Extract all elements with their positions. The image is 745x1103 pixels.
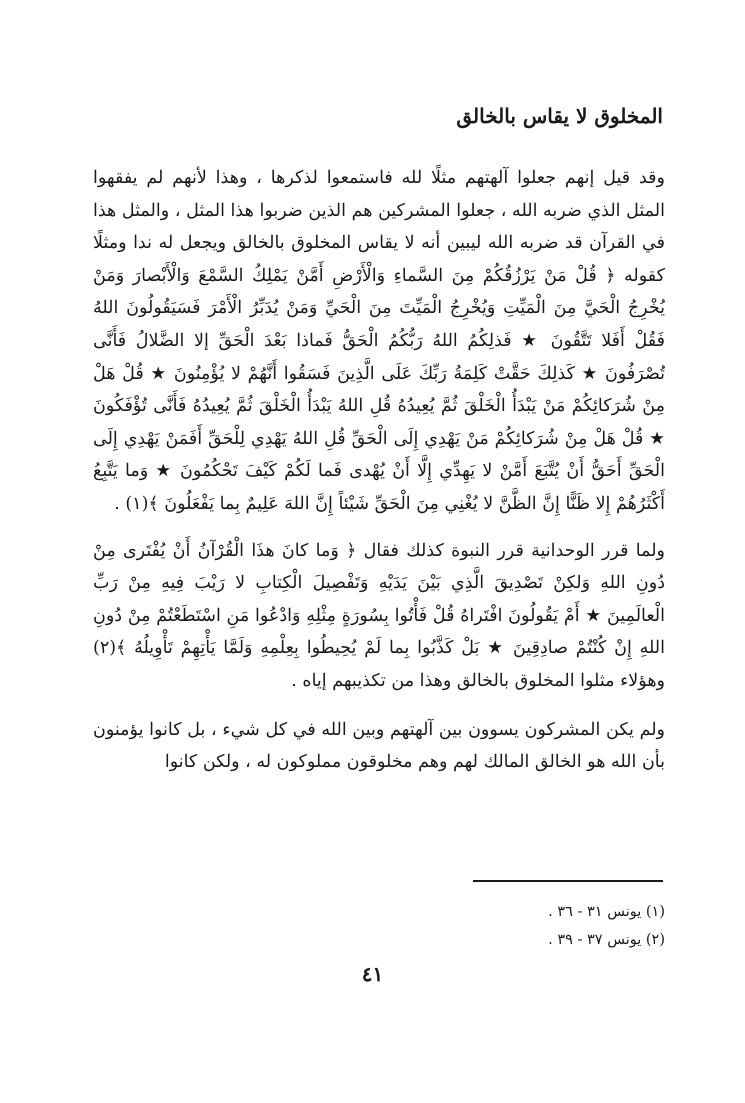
footnote: (١) يونس ٣١ - ٣٦ .	[548, 904, 665, 920]
footnote-separator	[473, 880, 663, 882]
footnotes	[365, 898, 665, 954]
paragraph: ولم يكن المشركون يسوون بين آلهتهم وبين الله في كل شيء ، بل كانوا يؤمنون بأن الله هو الخالق المالك لهم وهم مخلوقون مملوكون له ، ولكن كانوا	[93, 719, 665, 773]
body-text	[93, 162, 665, 779]
page-number: ٤١	[361, 962, 384, 986]
footnote: (٢) يونس ٣٧ - ٣٩ .	[548, 932, 665, 948]
paragraph: ولما قرر الوحدانية قرر النبوة كذلك فقال ﴿ وَما كانَ هذَا الْقُرْآنُ أَنْ يُفْتَرى مِنْ دُونِ اللهِ وَلكِنْ تَصْدِيقَ الَّذِي بَيْنَ يَدَيْهِ وَتَفْصِيلَ الْكِتابِ لا رَيْبَ فِيهِ مِنْ رَبِّ الْعالَمِينَ ★ أَمْ يَقُولُونَ افْتَراهُ قُلْ فَأْتُوا بِسُورَةٍ مِثْلِهِ وَادْعُوا مَنِ اسْتَطَعْتُمْ مِنْ دُونِ اللهِ إِنْ كُنْتُمْ صادِقِينَ ★ بَلْ كَذَّبُوا بِما لَمْ يُحِيطُوا بِعِلْمِهِ وَلَمَّا يَأْتِهِمْ تَأْوِيلُهُ ﴾(٢) وهؤلاء مثلوا المخلوق بالخالق وهذا من تكذيبهم إياه .	[93, 540, 665, 691]
paragraph: وقد قيل إنهم جعلوا آلهتهم مثلًا لله فاستمعوا لذكرها ، وهذا لأنهم لم يفقهوا المثل الذي ضربه الله ، جعلوا المشركين هم الذين ضربوا هذا المثل ، والمثل هذا في القرآن قد ضربه الله ليبين أنه لا يقاس المخلوق بالخالق ويجعل له ندا ومثلًا كقوله ﴿ قُلْ مَنْ يَرْزُقُكُمْ مِنَ السَّماءِ وَالْأَرْضِ أَمَّنْ يَمْلِكُ السَّمْعَ وَالْأَبْصارَ وَمَنْ يُخْرِجُ الْحَيَّ مِنَ الْمَيِّتِ وَيُخْرِجُ الْمَيِّتَ مِنَ الْحَيِّ وَمَنْ يُدَبِّرُ الْأَمْرَ فَسَيَقُولُونَ اللهُ فَقُلْ أَفَلا تَتَّقُونَ ★ فَذلِكُمُ اللهُ رَبُّكُمُ الْحَقُّ فَماذا بَعْدَ الْحَقِّ إلا الضَّلالُ فَأَنَّى تُصْرَفُونَ ★ كَذلِكَ حَقَّتْ كَلِمَةُ رَبِّكَ عَلَى الَّذِينَ فَسَقُوا أَنَّهُمْ لا يُؤْمِنُونَ ★ قُلْ هَلْ مِنْ شُرَكائِكُمْ مَنْ يَبْدَأُ الْخَلْقَ ثُمَّ يُعِيدُهُ قُلِ اللهُ يَبْدَأُ الْخَلْقَ ثُمَّ يُعِيدُهُ فَأَنَّى تُؤْفَكُونَ ★ قُلْ هَلْ مِنْ شُرَكائِكُمْ مَنْ يَهْدِي إِلَى الْحَقِّ قُلِ اللهُ يَهْدِي لِلْحَقِّ أَفَمَنْ يَهْدِي إِلَى الْحَقِّ أَحَقُّ أَنْ يُتَّبَعَ أَمَّنْ لا يَهِدِّي إِلَّا أَنْ يُهْدى فَما لَكُمْ كَيْفَ تَحْكُمُونَ ★ وَما يَتَّبِعُ أَكْثَرُهُمْ إِلا ظَنًّا إِنَّ الظَّنَّ لا يُغْنِي مِنَ الْحَقِّ شَيْئاً إِنَّ اللهَ عَلِيمٌ بِما يَفْعَلُونَ ﴾(١) .	[93, 168, 665, 514]
running-title: المخلوق لا يقاس بالخالق	[456, 104, 663, 128]
